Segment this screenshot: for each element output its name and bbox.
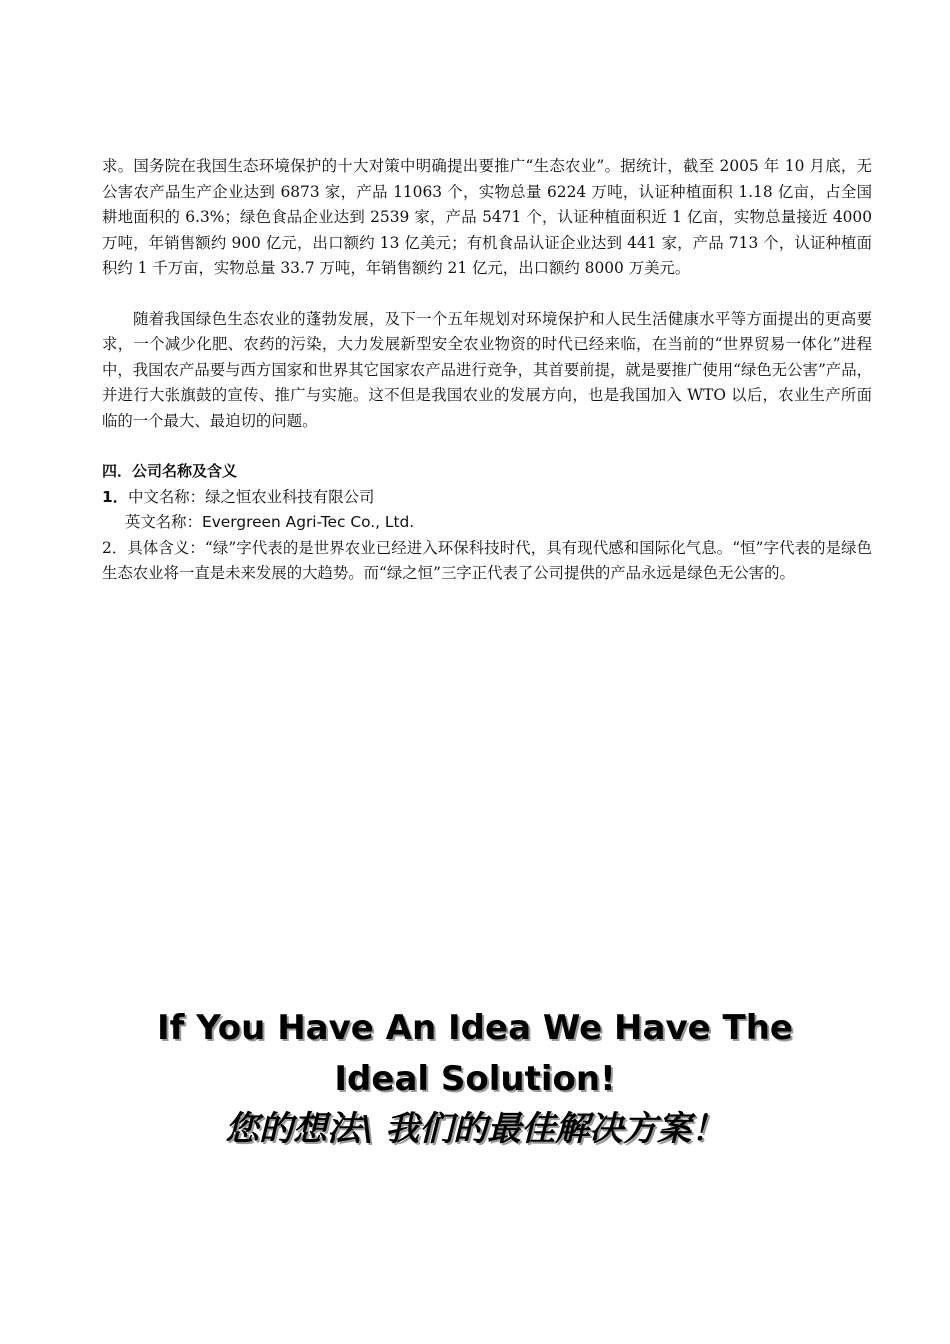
chinese-name-text: 中文名称：绿之恒农业科技有限公司: [128, 487, 375, 506]
english-name-label: 英文名称：: [125, 513, 202, 531]
meaning-text: 具体含义：“绿”字代表的是世界农业已经进入环保科技时代，具有现代感和国际化气息。“恒”字代表的是绿色生态农业将一直是未来发展的大趋势。而“绿之恒”三字正代表了公司提供的产品永远是绿色无公害的。: [102, 538, 872, 582]
paragraph-spacer: [102, 282, 872, 307]
paragraph-statistics: 求。国务院在我国生态环境保护的十大对策中明确提出要推广“生态农业”。据统计，截至 2005 年 10 月底，无公害农产品生产企业达到 6873 家，产品 11063 个，实物总量 6224 万吨，认证种植面积 1.18 亿亩，占全国耕地面积的 6.3%；绿色食品企业达到 2539 家，产品 5471 个，认证种植面积近 1 亿亩，实物总量接近 4000 万吨，年销售额约 900 亿元，出口额约 13 亿美元；有机食品认证企业达到 441 家，产品 713 个，认证种植面积约 1 千万亩，实物总量 33.7 万吨，年销售额约 21 亿元，出口额约 8000 万美元。: [102, 157, 872, 277]
slogan-english-line-2: Ideal Solution!: [334, 1059, 616, 1099]
slogan-chinese: 您的想法\ 我们的最佳解决方案！: [224, 1109, 726, 1149]
english-name-value: Evergreen Agri-Tec Co., Ltd.: [201, 513, 415, 531]
slogan-english-line-1: If You Have An Idea We Have The: [157, 1008, 793, 1048]
document-body: [102, 154, 872, 587]
section-heading: 四．公司名称及含义: [102, 462, 238, 480]
item-number: 1．: [102, 487, 129, 506]
item-meaning: [102, 536, 872, 587]
item-number: 2．: [102, 538, 128, 557]
paragraph-development: 随着我国绿色生态农业的蓬勃发展，及下一个五年规划对环境保护和人民生活健康水平等方面提出的更高要求，一个减少化肥、农药的污染，大力发展新型安全农业物资的时代已经来临，在当前的“世界贸易一体化”进程中，我国农产品要与西方国家和世界其它国家农产品进行竞争，其首要前提，就是要推广使用“绿色无公害”产品，并进行大张旗鼓的宣传、推广与实施。这不但是我国农业的发展方向，也是我国加入 WTO 以后，农业生产所面临的一个最大、最迫切的问题。: [102, 309, 872, 430]
section-spacer: [102, 434, 872, 459]
item-english-name: [102, 510, 872, 536]
item-chinese-name: [102, 485, 872, 511]
slogan-block: [0, 1003, 950, 1153]
